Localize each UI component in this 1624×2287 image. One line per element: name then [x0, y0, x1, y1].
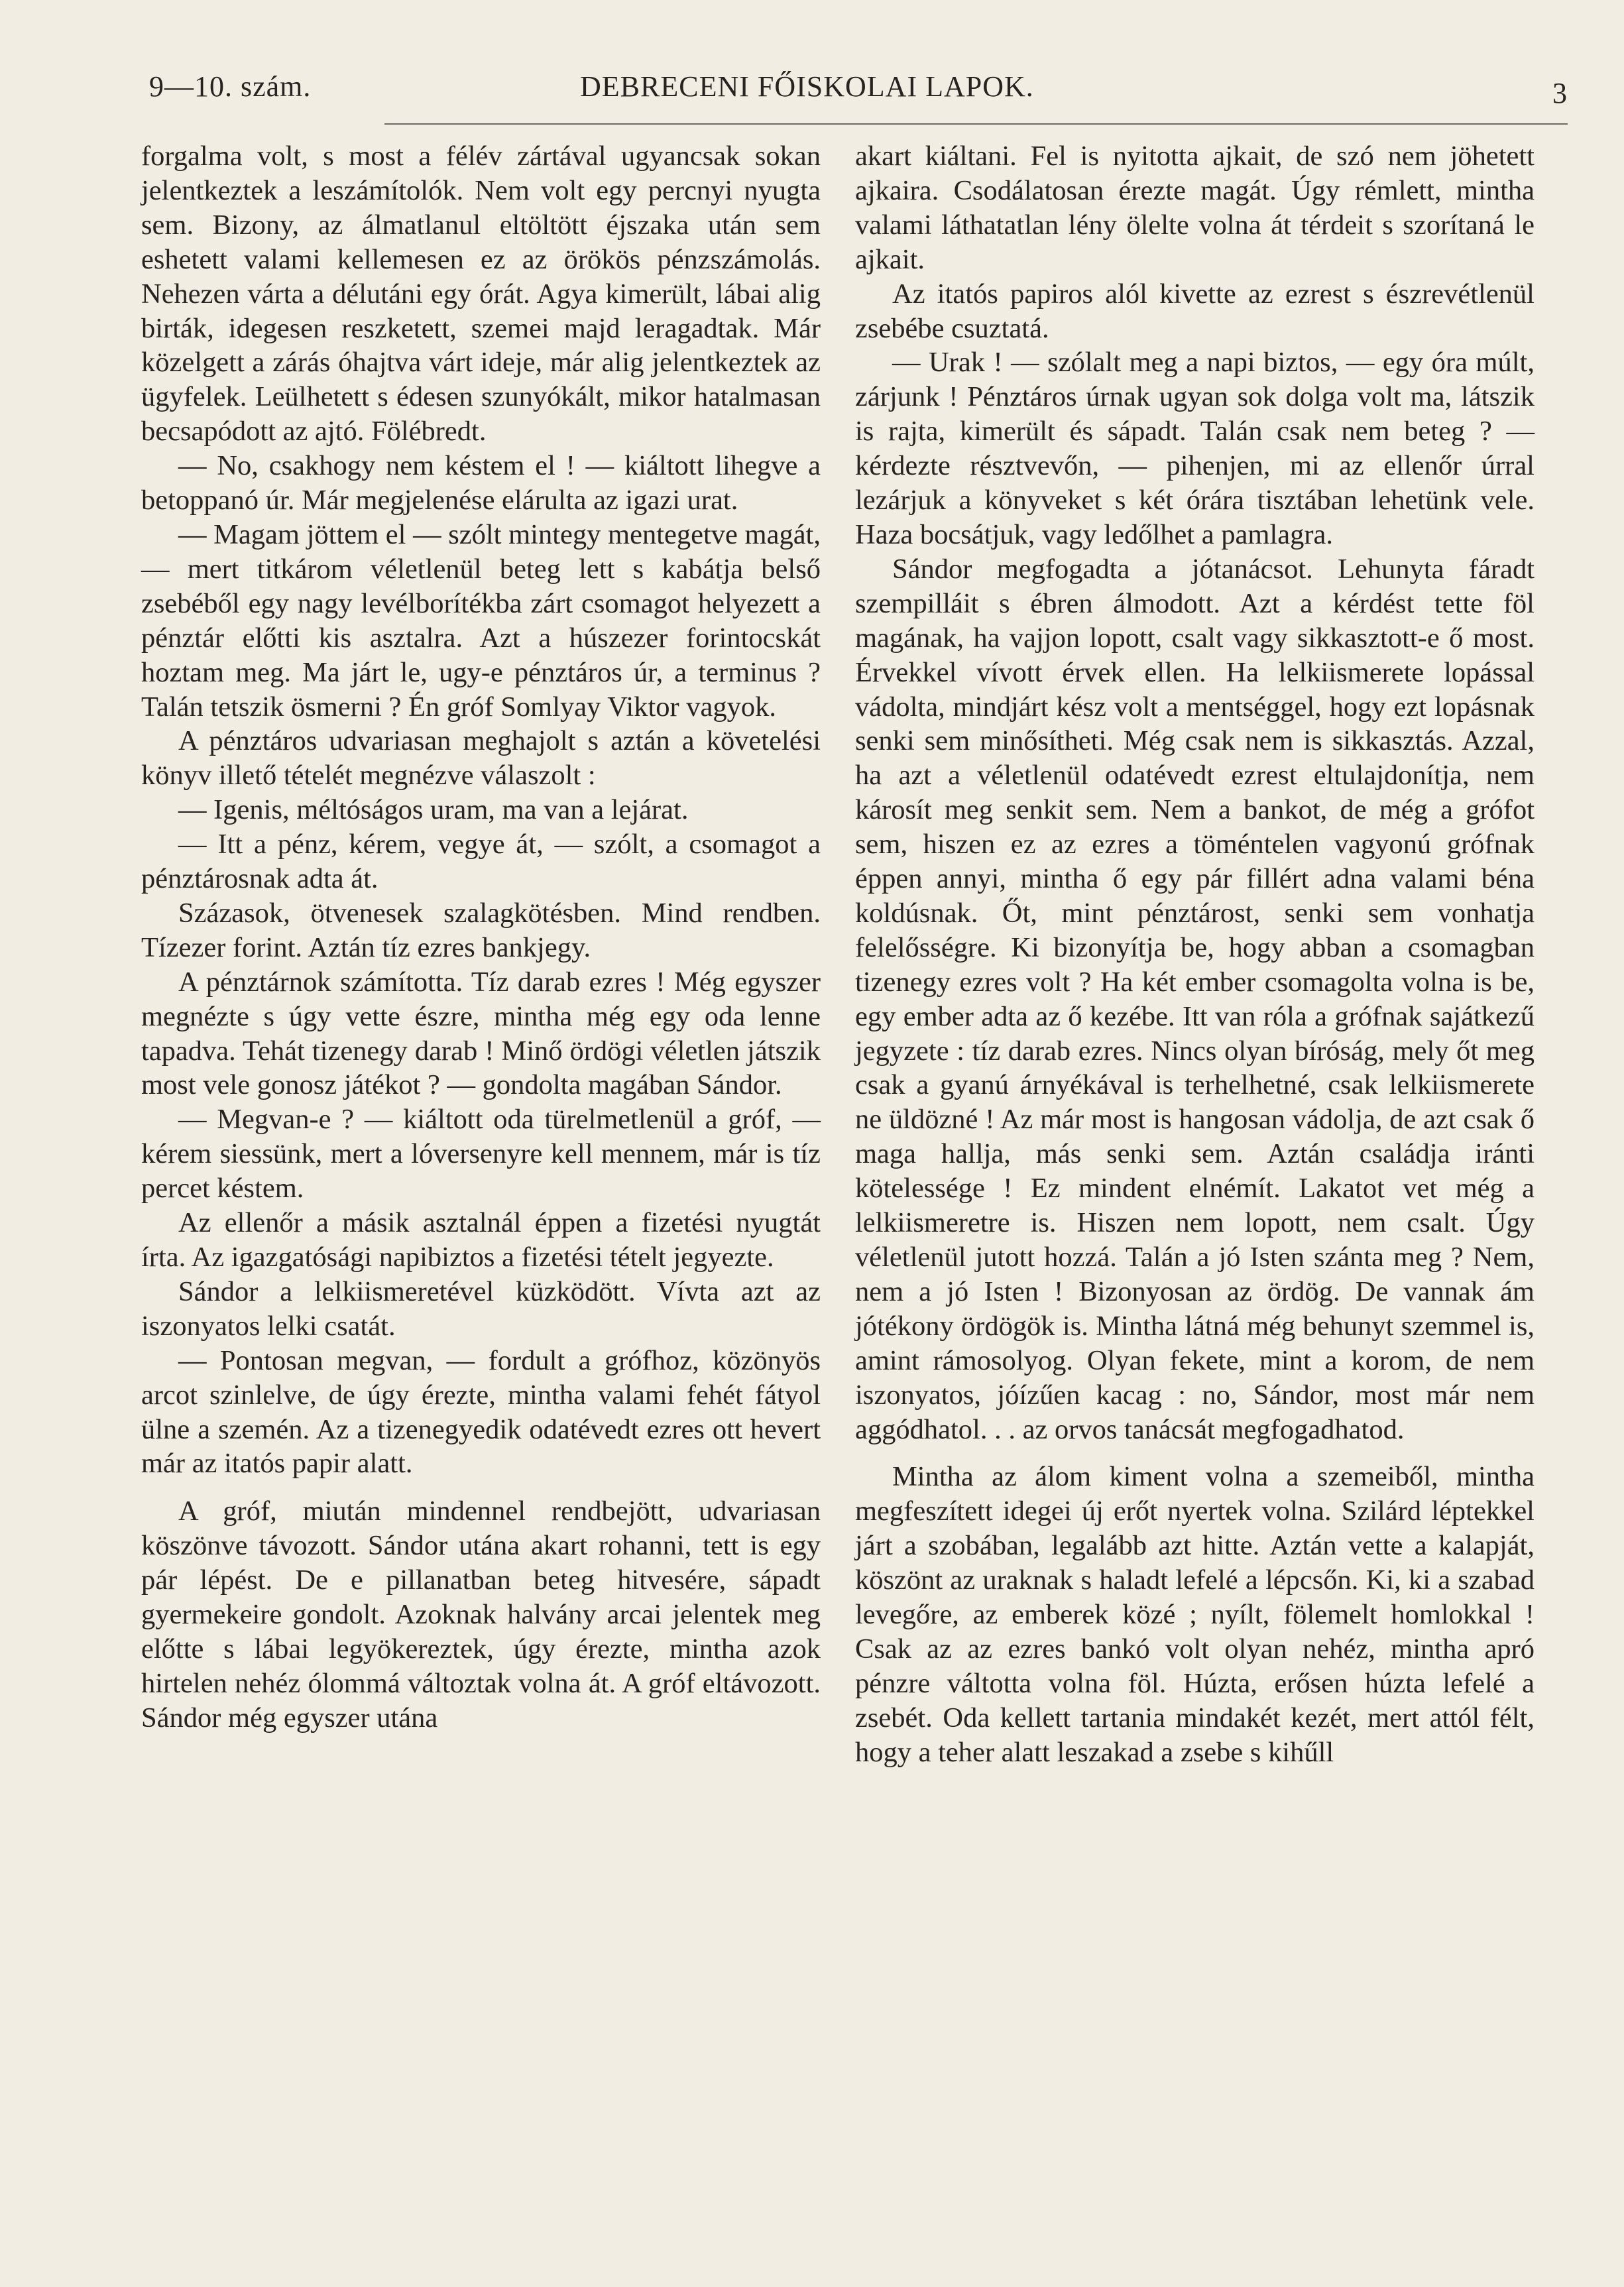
right-column — [855, 139, 1535, 1770]
header-rule — [384, 123, 1568, 125]
paragraph: forgalma volt, s most a félév zártával ugyancsak sokan jelentkeztek a leszámítolók. Nem volt egy percnyi nyugta sem. Bizony, az álmatlanul eltöltött éjszaka után sem eshetett valami kellemesen ez az örökös pénzszámolás. Nehezen várta a délutáni egy órát. Agya kimerült, lábai alig birták, idegesen reszketett, szemei majd leragadtak. Már közelgett a zárás óhajtva várt ideje, már alig jelentkeztek az ügyfelek. Leülhetett s édesen szunyókált, mikor hatalmasan becsapódott az ajtó. Fölébredt. — [141, 141, 821, 447]
paragraph: — Pontosan megvan, — fordult a grófhoz, közönyös arcot szinlelve, de úgy érezte, mintha valami fehét fátyol ülne a szemén. Az a tizenegyedik odatévedt ezres ott hevert már az itatós papir alatt. — [141, 1344, 821, 1480]
paragraph: Mintha az álom kiment volna a szemeiből, mintha megfeszített idegei új erőt nyertek volna. Szilárd léptekkel járt a szobában, legalább azt hitte. Aztán vette a kalapját, köszönt az uraknak s haladt lefelé a lépcsőn. Ki, ki a szabad levegőre, az emberek közé ; nyílt, fölemelt homlokkal ! Csak az az ezres bankó volt olyan nehéz, mintha apró pénzre váltotta volna föl. Húzta, erősen húzta lefelé a zsebét. Oda kellett tartania mindakét kezét, mert attól félt, hogy a teher alatt leszakad a zsebe s kihűll — [855, 1461, 1535, 1768]
paragraph: — Urak ! — szólalt meg a napi biztos, — egy óra múlt, zárjunk ! Pénztáros úrnak ugyan sok dolga volt ma, látszik is rajta, kimerült és sápadt. Talán csak nem beteg ? — kérdezte résztvevőn, — pihenjen, mi az ellenőr úrral lezárjuk a könyveket s két órára tisztában lehetünk vele. Haza bocsátjuk, vagy ledőlhet a pamlagra. — [855, 347, 1535, 550]
left-column — [141, 139, 821, 1735]
paragraph: Sándor a lelkiismeretével küzködött. Vívta azt az iszonyatos lelki csatát. — [141, 1275, 821, 1342]
publication-title: DEBRECENI FŐISKOLAI LAPOK. — [580, 70, 1034, 103]
paragraph: — No, csakhogy nem késtem el ! — kiáltott lihegve a betoppanó úr. Már megjelenése elárulta az igazi urat. — [141, 450, 821, 516]
paragraph: Az itatós papiros alól kivette az ezrest s észrevétlenül zsebébe csuztatá. — [855, 278, 1535, 344]
paragraph: — Magam jöttem el — szólt mintegy mentegetve magát, — mert titkárom véletlenül beteg lett s kabátja belső zsebéből egy nagy levélborítékba zárt csomagot helyezett a pénztár előtti kis asztalra. Azt a húszezer forintocskát hoztam meg. Ma járt le, ugy-e pénztáros úr, a terminus ? Talán tetszik ösmerni ? Én gróf Somlyay Viktor vagyok. — [141, 518, 821, 723]
paragraph: — Megvan-e ? — kiáltott oda türelmetlenül a gróf, — kérem siessünk, mert a lóversenyre kell mennem, már is tíz percet késtem. — [141, 1104, 821, 1204]
paragraph: A pénztárnok számította. Tíz darab ezres ! Még egyszer megnézte s úgy vette észre, mintha még egy oda lenne tapadva. Tehát tizenegy darab ! Minő ördögi véletlen játszik most vele gonosz játékot ? — gondolta magában Sándor. — [141, 966, 821, 1101]
page-number: 3 — [1552, 77, 1568, 109]
paragraph: Százasok, ötvenesek szalagkötésben. Mind rendben. Tízezer forint. Aztán tíz ezres bankjegy. — [141, 897, 821, 963]
paragraph: Az ellenőr a másik asztalnál éppen a fizetési nyugtát írta. Az igazgatósági napibiztos a fizetési tételt jegyezte. — [141, 1207, 821, 1273]
paragraph: — Itt a pénz, kérem, vegye át, — szólt, a csomagot a pénztárosnak adta át. — [141, 829, 821, 895]
paragraph: — Igenis, méltóságos uram, ma van a lejárat. — [178, 794, 689, 826]
paragraph: A gróf, miután mindennel rendbejött, udvariasan köszönve távozott. Sándor utána akart rohanni, tett is egy pár lépést. De e pillanatban beteg hitvesére, sápadt gyermekeire gondolt. Azoknak halvány arcai jelentek meg előtte s lábai legyökereztek, úgy érezte, mintha azok hirtelen nehéz ólommá változtak volna át. A gróf eltávozott. Sándor még egyszer utána — [141, 1495, 821, 1733]
issue-number: 9—10. szám. — [149, 70, 312, 103]
paragraph: A pénztáros udvariasan meghajolt s aztán a követelési könyv illető tételét megnézve válaszolt : — [141, 725, 821, 792]
paragraph: Sándor megfogadta a jótanácsot. Lehunyta fáradt szempilláit s ébren álmodott. Azt a kérdést tette föl magának, ha vajjon lopott, csalt vagy sikkasztott-e ő most. Érvekkel vívott érvek ellen. Ha lelkiismerete lopással vádolta, mindjárt kész volt a mentséggel, hogy ezt lopásnak senki sem minősítheti. Még csak nem is sikkasztás. Azzal, ha azt a véletlenül odatévedt ezrest eltulajdonítja, nem károsít meg senkit sem. Nem a bankot, de még a grófot sem, hiszen ez az ezres a töméntelen vagyonú grófnak éppen annyi, mintha ő egy pár fillért adna valami béna koldúsnak. Őt, mint pénztárost, senki sem vonhatja felelősségre. Ki bizonyítja be, hogy abban a csomagban tizenegy ezres volt ? Ha két ember csomagolta volna is be, egy ember adta az ő kezébe. Itt van róla a grófnak sajátkezű jegyzete : tíz darab ezres. Nincs olyan bíróság, mely őt meg csak a gyanú árnyékával is terhelhetné, csak lelkiismerete ne üldözné ! Az már most is hangosan vádolja, de azt csak ő maga hallja, más senki sem. Aztán családja iránti kötelessége ! Ez mindent elnémít. Lakatot vet még a lelkiismeretre is. Hiszen nem lopott, nem csalt. Úgy véletlenül jutott hozzá. Talán a jó Isten szánta meg ? Nem, nem a jó Isten ! Bizonyosan az ördög. De vannak ám jótékony ördögök is. Mintha látná még behunyt szemmel is, amint rámosolyog. Olyan fekete, mint a korom, de nem iszonyatos, jóízűen kacag : no, Sándor, most már nem aggódhatol. . . az orvos tanácsát megfogadhatod. — [855, 553, 1535, 1445]
page-header — [149, 70, 1568, 123]
paragraph: akart kiáltani. Fel is nyitotta ajkait, de szó nem jöhetett ajkaira. Csodálatosan érezte magát. Úgy rémlett, mintha valami láthatatlan lény ölelte volna át térdeit s szorítaná le ajkait. — [855, 141, 1535, 275]
